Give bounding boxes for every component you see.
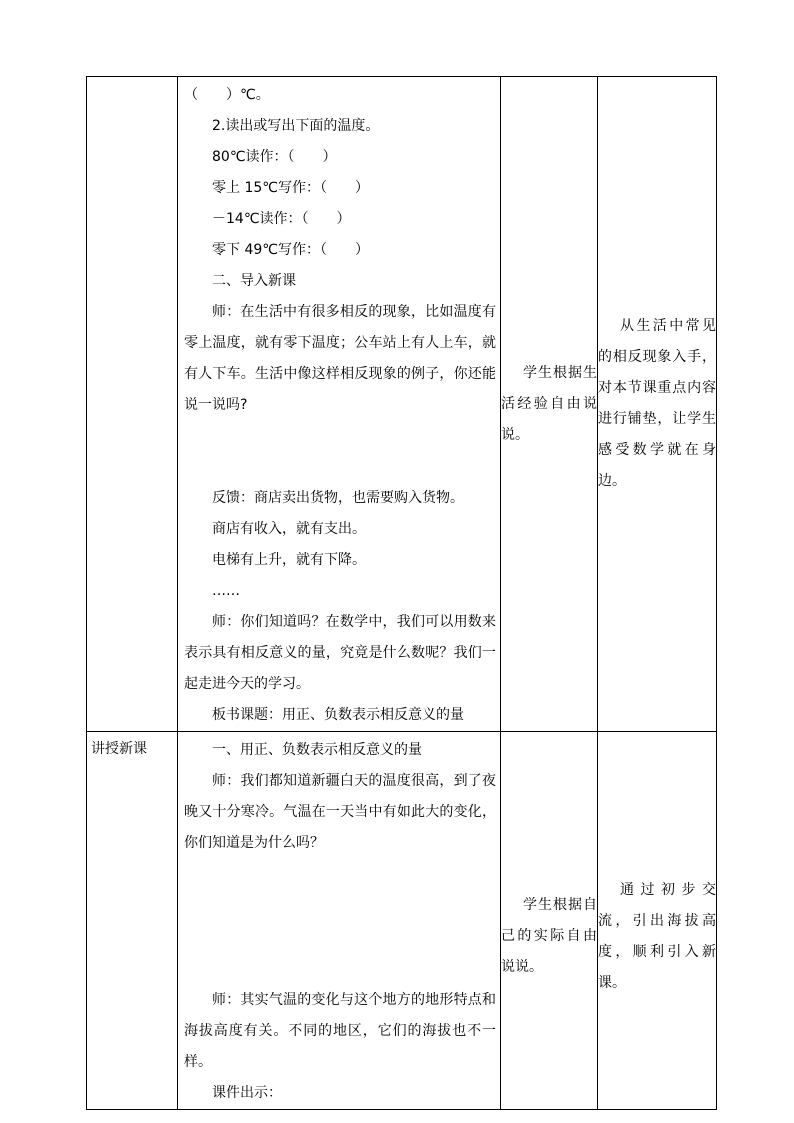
table-row: [87, 732, 717, 1110]
blank-temperature-line: （ ）℃。: [184, 87, 270, 103]
section-label-cell: 讲授新课: [87, 732, 178, 1110]
design-intent-text: 通过初步交流，引出海拔高度，顺利引入新课。: [598, 881, 716, 991]
teacher-question: 师：我们都知道新疆白天的温度很高，到了夜晚又十分寒冷。气温在一天当中有如此大的变化，你们知道是为什么吗？: [184, 773, 496, 851]
section-heading: 二、导入新课: [212, 273, 296, 289]
student-activity-text: 学生根据生活经验自由说说。: [501, 364, 597, 443]
lesson-content-cell: [178, 732, 501, 1110]
feedback-ellipsis: ……: [212, 583, 240, 599]
exercise-heading: 2.读出或写出下面的温度。: [212, 118, 380, 134]
feedback-line: 反馈：商店卖出货物，也需要购入货物。: [212, 490, 464, 506]
lesson-content-cell: [178, 77, 501, 732]
student-activity-cell: [501, 77, 598, 732]
design-intent-cell: [598, 732, 717, 1110]
student-activity-cell: [501, 732, 598, 1110]
lesson-plan-table: [86, 76, 717, 1110]
teacher-intro: 师：你们知道吗？在数学中，我们可以用数来表示具有相反意义的量，究竟是什么数呢？我们一起走进今天的学习。: [184, 614, 496, 692]
teacher-question: 师：在生活中有很多相反的现象，比如温度有零上温度，就有零下温度；公车站上有人上车，就有人下车。生活中像这样相反现象的例子，你还能说一说吗?: [184, 304, 496, 413]
board-title: 板书课题：用正、负数表示相反意义的量: [212, 707, 464, 723]
exercise-item: 80℃读作：（ ）: [212, 149, 337, 165]
student-activity-text: 学生根据自己的实际自由说说。: [501, 897, 597, 975]
exercise-item: 零上 15℃写作：（ ）: [212, 180, 369, 196]
feedback-line: 商店有收入，就有支出。: [212, 521, 366, 537]
design-intent-text: 从生活中常见的相反现象入手，对本节课重点内容进行铺垫，让学生感受数学就在身边。: [598, 318, 716, 489]
table-row: [87, 77, 717, 732]
exercise-item: 零下 49℃写作：（ ）: [212, 242, 369, 258]
feedback-line: 电梯有上升，就有下降。: [212, 552, 366, 568]
exercise-item: －14℃读作：（ ）: [212, 211, 351, 227]
section-heading: 一、用正、负数表示相反意义的量: [212, 742, 422, 758]
courseware-label: 课件出示：: [212, 1085, 282, 1101]
section-label-cell: [87, 77, 178, 732]
design-intent-cell: [598, 77, 717, 732]
teacher-explanation: 师：其实气温的变化与这个地方的地形特点和海拔高度有关。不同的地区，它们的海拔也不一样。: [184, 992, 496, 1070]
